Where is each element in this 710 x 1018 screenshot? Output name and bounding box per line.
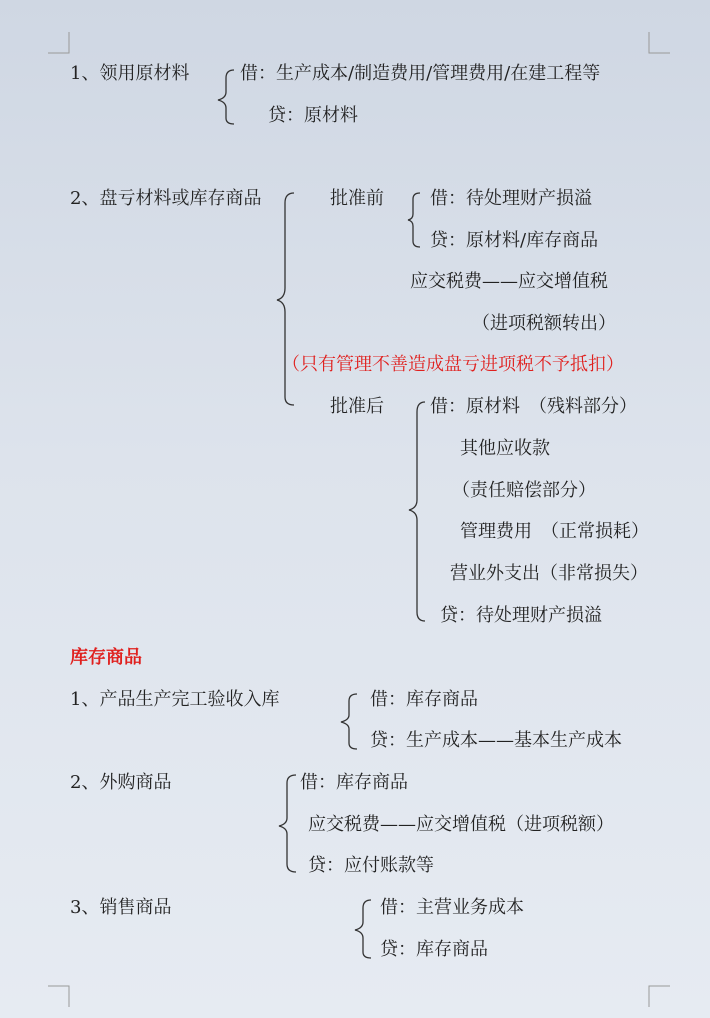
after-debit-2: 其他应收款 — [460, 438, 550, 459]
brace-after — [409, 402, 425, 621]
item1-label: 1、领用原材料 — [70, 63, 190, 84]
before-debit: 借：待处理财产损溢 — [430, 188, 592, 209]
s2-item1-debit: 借：库存商品 — [370, 689, 478, 710]
s2-item1-credit: 贷：生产成本——基本生产成本 — [370, 730, 622, 751]
after-debit-4: 营业外支出（非常损失） — [450, 563, 648, 584]
brace-s2-item1 — [341, 694, 357, 749]
s2-item2-credit: 贷：应付账款等 — [308, 855, 434, 876]
brace-s2-item3 — [355, 900, 371, 958]
corner-mark-top-left — [48, 32, 70, 54]
item1-credit: 贷：原材料 — [268, 105, 358, 126]
after-debit-3: 管理费用 （正常损耗） — [460, 521, 649, 542]
tax-line-1: 应交税费——应交增值税 — [410, 271, 608, 292]
after-credit: 贷：待处理财产损溢 — [440, 605, 602, 626]
item1-debit: 借：生产成本/制造费用/管理费用/在建工程等 — [240, 63, 601, 84]
before-credit: 贷：原材料/库存商品 — [430, 230, 599, 251]
tax-line-2: （进项税额转出） — [472, 313, 616, 334]
s2-item3-label: 3、销售商品 — [70, 897, 172, 918]
s2-item1-label: 1、产品生产完工验收入库 — [70, 689, 280, 710]
s2-item2-debit: 借：库存商品 — [300, 772, 408, 793]
note-red: （只有管理不善造成盘亏进项税不予抵扣） — [282, 354, 624, 375]
before-approval-label: 批准前 — [330, 188, 384, 209]
item2-label: 2、盘亏材料或库存商品 — [70, 188, 262, 209]
s2-item3-debit: 借：主营业务成本 — [380, 897, 524, 918]
corner-mark-bottom-left — [48, 985, 70, 1007]
corner-mark-bottom-right — [648, 985, 670, 1007]
s2-item2-label: 2、外购商品 — [70, 772, 172, 793]
brace-before — [408, 193, 420, 247]
after-approval-label: 批准后 — [330, 396, 384, 417]
after-debit-2-note: （责任赔偿部分） — [452, 480, 596, 501]
s2-item2-tax: 应交税费——应交增值税（进项税额） — [308, 814, 614, 835]
brace-s2-item2 — [279, 775, 296, 872]
section-heading: 库存商品 — [70, 647, 142, 668]
after-debit-1: 借：原材料 （残料部分） — [430, 396, 637, 417]
brace-item1 — [218, 70, 234, 124]
s2-item3-credit: 贷：库存商品 — [380, 939, 488, 960]
corner-mark-top-right — [648, 32, 670, 54]
